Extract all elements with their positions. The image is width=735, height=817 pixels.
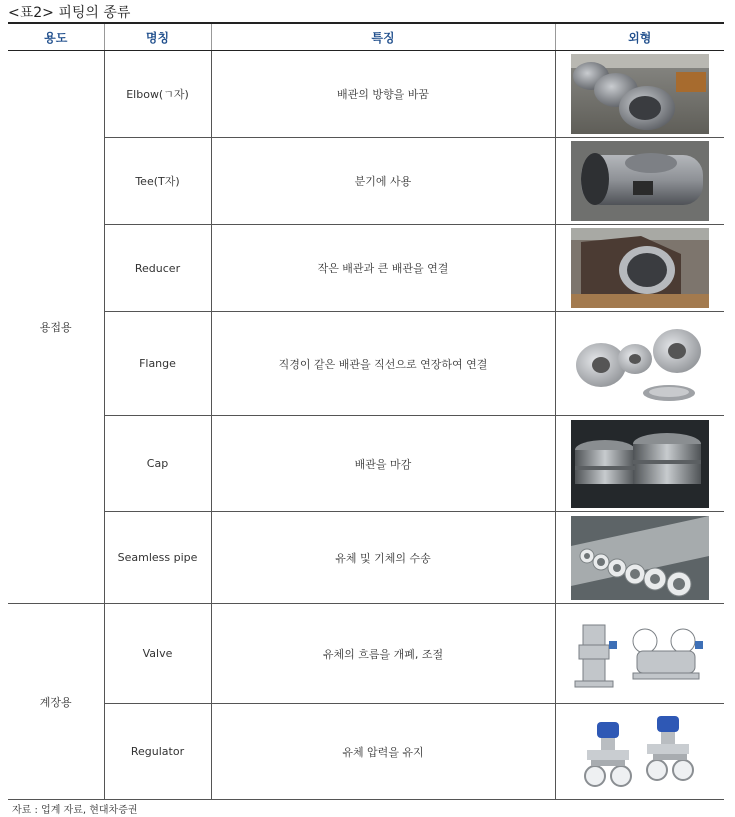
fitting-name: Flange [104, 312, 211, 416]
elbow-image [571, 54, 709, 134]
table-row [8, 225, 724, 312]
fitting-name: Cap [104, 416, 211, 512]
seamless-pipe-image [571, 516, 709, 600]
usage-welding: 용접용 [8, 51, 104, 604]
header-name: 명칭 [104, 23, 211, 51]
fitting-feature: 유체 및 기체의 수송 [211, 512, 555, 604]
table-row [8, 51, 724, 138]
usage-instrument: 계장용 [8, 604, 104, 800]
fitting-feature: 배관의 방향을 바꿈 [211, 51, 555, 138]
fitting-types-table [8, 22, 724, 800]
fitting-name: Elbow(ㄱ자) [104, 51, 211, 138]
header-usage: 용도 [8, 23, 104, 51]
source-note: 자료 : 업계 자료, 현대차증권 [12, 805, 138, 816]
table-row [8, 312, 724, 416]
valve-image [571, 611, 709, 697]
fitting-feature: 작은 배관과 큰 배관을 연결 [211, 225, 555, 312]
tee-image [571, 141, 709, 221]
fitting-name: Regulator [104, 704, 211, 800]
flange-image [571, 319, 709, 409]
table-row [8, 604, 724, 704]
fitting-feature: 유체 압력을 유지 [211, 704, 555, 800]
table-row [8, 512, 724, 604]
fitting-name: Reducer [104, 225, 211, 312]
header-feature: 특징 [211, 23, 555, 51]
header-appearance: 외형 [555, 23, 724, 51]
fitting-name: Seamless pipe [104, 512, 211, 604]
fitting-feature: 유체의 흐름을 개폐, 조절 [211, 604, 555, 704]
fitting-name: Valve [104, 604, 211, 704]
table-caption: <표2> 피팅의 종류 [8, 5, 131, 21]
fitting-feature: 직경이 같은 배관을 직선으로 연장하여 연결 [211, 312, 555, 416]
fitting-name: Tee(T자) [104, 138, 211, 225]
table-row [8, 138, 724, 225]
regulator-image [571, 710, 709, 794]
fitting-feature: 분기에 사용 [211, 138, 555, 225]
cap-image [571, 420, 709, 508]
table-row [8, 704, 724, 800]
table-row [8, 416, 724, 512]
header-row [8, 23, 724, 51]
reducer-image [571, 228, 709, 308]
fitting-feature: 배관을 마감 [211, 416, 555, 512]
